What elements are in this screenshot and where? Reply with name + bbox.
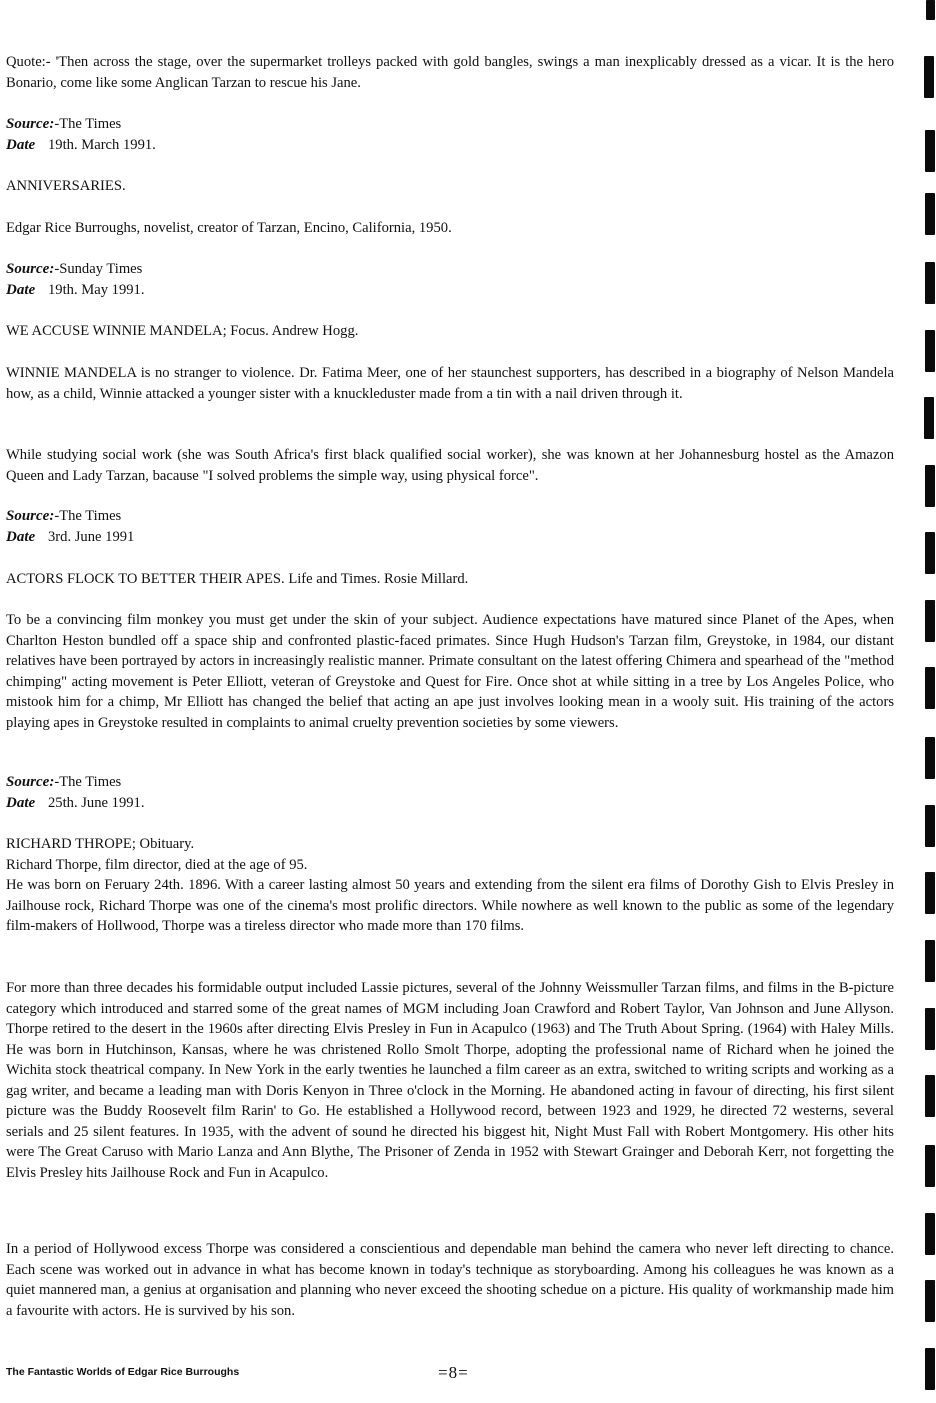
citation-2 <box>6 259 894 300</box>
binding-mark <box>926 0 935 20</box>
binding-mark <box>925 805 935 847</box>
binding-mark <box>925 1213 935 1255</box>
source-value: -The Times <box>54 508 122 524</box>
binding-mark <box>925 1348 935 1390</box>
date-value: 25th. June 1991. <box>48 794 145 811</box>
source-value: -The Times <box>54 774 122 790</box>
source-value: -The Times <box>54 116 122 132</box>
apes-heading: ACTORS FLOCK TO BETTER THEIR APES. Life and Times. Rosie Millard. <box>6 571 469 587</box>
anniversary-entry: Edgar Rice Burroughs, novelist, creator of Tarzan, Encino, California, 1950. <box>6 220 452 236</box>
mandela-paragraph-2: While studying social work (she was South Africa's first black qualified social worker), she was known at her Johannesburg hostel as the Amazon Queen and Lady Tarzan, bacause "I solved problems the simple way, using physical force". <box>6 447 894 484</box>
binding-mark <box>925 1145 935 1187</box>
binding-mark <box>925 465 935 507</box>
apes-paragraph: To be a convincing film monkey you must get under the skin of your subject. Audience expectations have matured since Planet of the Apes, when Charlton Heston bundled off a space ship and confronted plastic-faced primates. Since Hugh Hudson's Tarzan film, Greystoke, in 1984, our distant relatives have been portrayed by actors in increasingly realistic manner. Primate consultant on the latest offering Chimera and spearhead of the "method chimping" acting movement is Peter Elliott, veteran of Greystoke and Quest for Fire. Once shot at while sitting in a tree by Los Angeles Police, who mistook him for a chimp, Mr Elliott has changed the belief that acting an ape just involves looking mean in a wooly suit. His training of the actors playing apes in Greystoke resulted in complaints to animal cruelty prevention societies by some viewers. <box>6 612 894 731</box>
anniversaries-heading: ANNIVERSARIES. <box>6 178 126 194</box>
obituary-heading: RICHARD THROPE; Obituary. <box>6 836 195 852</box>
binding-mark <box>925 667 935 709</box>
binding-mark <box>925 130 935 172</box>
binding-mark <box>925 1280 935 1322</box>
footer-title: The Fantastic Worlds of Edgar Rice Burroughs <box>6 1366 240 1378</box>
date-label: Date <box>6 136 36 153</box>
source-value: -Sunday Times <box>54 261 143 277</box>
citation-1 <box>6 114 894 155</box>
obituary-header <box>6 834 894 875</box>
citation-4 <box>6 772 894 813</box>
source-label: Source: <box>6 508 55 524</box>
binding-mark <box>924 397 934 439</box>
date-value: 3rd. June 1991 <box>48 528 135 545</box>
binding-mark <box>925 262 935 304</box>
binding-mark <box>925 193 935 235</box>
mandela-heading: WE ACCUSE WINNIE MANDELA; Focus. Andrew Hogg. <box>6 323 359 339</box>
source-label: Source: <box>6 116 55 132</box>
binding-mark <box>925 1075 935 1117</box>
obituary-paragraph-1: He was born on Feruary 24th. 1896. With a career lasting almost 50 years and extending from the silent era films of Dorothy Gish to Elvis Presley in Jailhouse rock, Richard Thorpe was one of the cinema's most prolific directors. While nowhere as well known to the public as some of the legendary film-makers of Hollwood, Thorpe was a tireless director who made more than 170 films. <box>6 877 894 934</box>
source-label: Source: <box>6 261 55 277</box>
obituary-subheading: Richard Thorpe, film director, died at the age of 95. <box>6 856 308 873</box>
binding-mark <box>925 1008 935 1050</box>
date-label: Date <box>6 528 36 545</box>
page-number: =8= <box>438 1363 469 1382</box>
mandela-paragraph-1: WINNIE MANDELA is no stranger to violence. Dr. Fatima Meer, one of her staunchest supporters, has described in a biography of Nelson Mandela how, as a child, Winnie attacked a younger sister with a knuckleduster made from a tin with a nail driven through it. <box>6 365 894 402</box>
binding-mark <box>925 872 935 914</box>
binding-mark <box>925 532 935 574</box>
binding-mark <box>925 330 935 372</box>
citation-3 <box>6 506 894 547</box>
binding-mark <box>925 737 935 779</box>
quote-paragraph: Quote:- 'Then across the stage, over the supermarket trolleys packed with gold bangles, swings a man inexplicably dressed as a vicar. It is the hero Bonario, come like some Anglican Tarzan to rescue his Jane. <box>6 54 894 91</box>
binding-mark <box>925 940 935 982</box>
date-label: Date <box>6 794 36 811</box>
source-label: Source: <box>6 774 55 790</box>
date-value: 19th. March 1991. <box>48 136 156 153</box>
obituary-paragraph-2: For more than three decades his formidable output included Lassie pictures, several of the Johnny Weissmuller Tarzan films, and films in the B-picture category which introduced and starred some of the great names of MGM including Joan Crawford and Robert Taylor, Van Johnson and June Allyson. Thorpe retired to the desert in the 1960s after directing Elvis Presley in Fun in Acapulco (1963) and The Truth About Spring. (1964) with Haley Mills. He was born in Hutchinson, Kansas, where he was christened Rollo Smolt Thorpe, adopting the professional name of Richard when he joined the Wichita stock theatrical company. In New York in the early twenties he launched a film career as an extra, switched to writing scripts and working as a gag writer, and became a leading man with Doris Kenyon in Three o'clock in the Morning. He abandoned acting in favour of directing, his first silent picture was the Buddy Roosevelt film Rarin' to Go. He established a Hollywood record, between 1923 and 1929, he directed 72 westerns, several serials and 25 silent features. In 1935, with the advent of sound he directed his biggest hit, Night Must Fall with Robert Montgomery. His other hits were The Great Caruso with Mario Lanza and Ann Blythe, The Prisoner of Zenda in 1952 with Stewart Grainger and Deborah Kerr, not forgetting the Elvis Presley hits Jailhouse Rock and Fun in Acapulco. <box>6 980 894 1181</box>
binding-mark <box>925 600 935 642</box>
date-value: 19th. May 1991. <box>48 281 145 298</box>
obituary-paragraph-3: In a period of Hollywood excess Thorpe was considered a conscientious and dependable man behind the camera who never left directing to chance. Each scene was worked out in advance in what has become known in today's technique as storyboarding. Among his colleagues he was known as a quiet mannered man, a genius at organisation and planning who never exceed the shooting schedue on a picture. His quality of workmanship made him a favourite with actors. He is survived by his son. <box>6 1241 894 1319</box>
date-label: Date <box>6 281 36 298</box>
binding-mark <box>924 56 934 98</box>
